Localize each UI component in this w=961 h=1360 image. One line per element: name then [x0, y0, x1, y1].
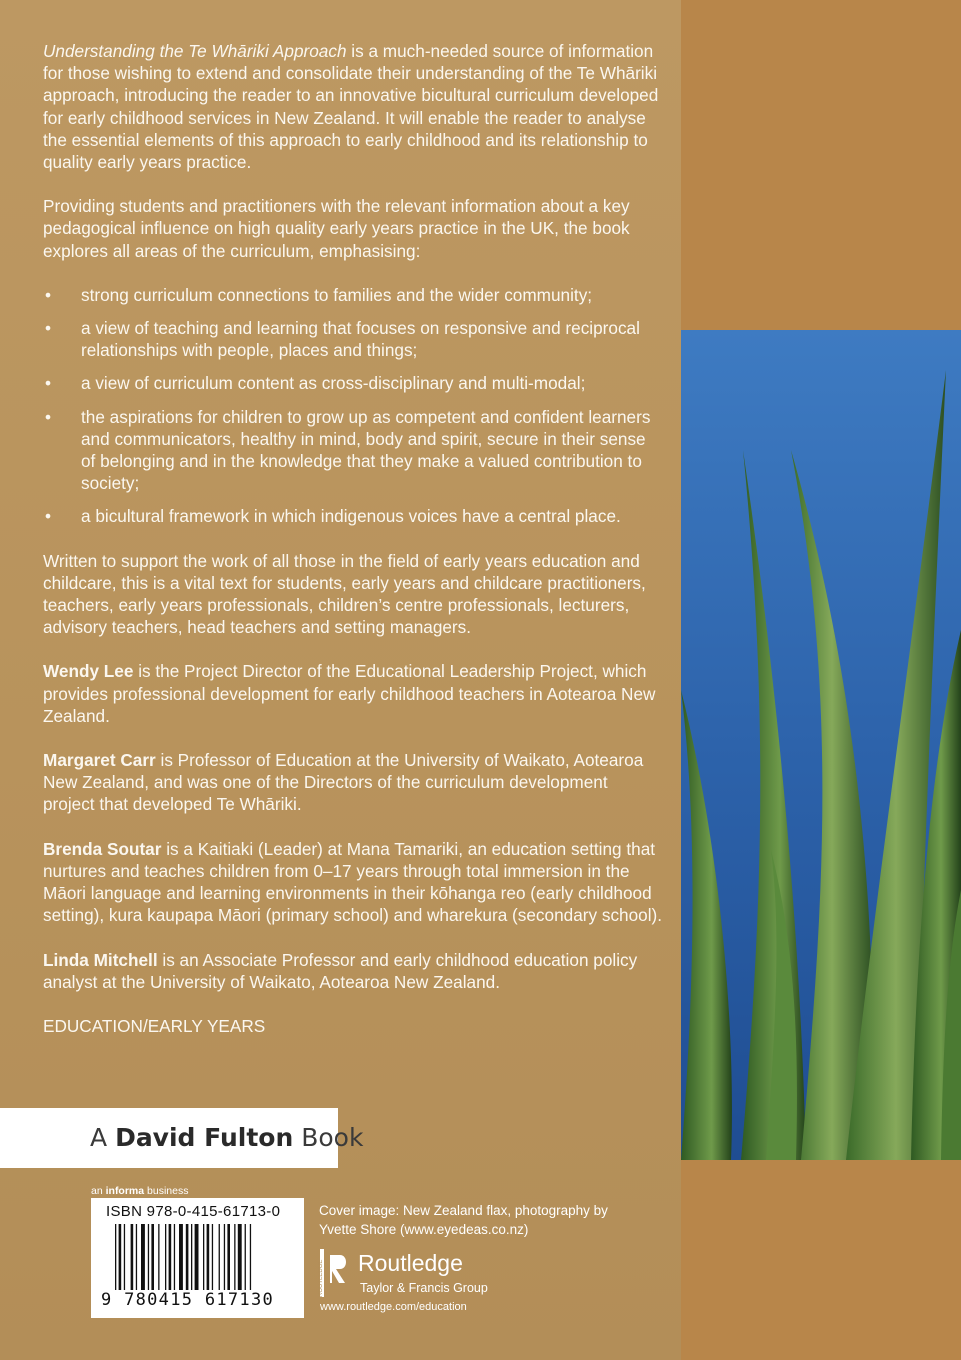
author-bio: [43, 749, 663, 816]
author-name: Linda Mitchell: [43, 949, 158, 970]
imprint-banner: [0, 1108, 364, 1168]
list-item: [43, 406, 663, 495]
routledge-logo-icon: [318, 1249, 350, 1301]
bullet-icon: •: [45, 284, 52, 305]
bullet-icon: •: [45, 506, 52, 527]
author-bio-text: is a Kaitiaki (Leader) at Mana Tamariki, an education setting that nurtures and teaches children from 0–17 years through total immersion in the Māori language and learning environments in their kōhanga reo (early childhood setting), kura kaupapa Māori (primary school) and wharekura (secondary school).: [43, 838, 663, 926]
isbn-barcode: [91, 1198, 304, 1318]
informa-suffix: business: [144, 1185, 189, 1197]
author-bio-text: is the Project Director of the Educational Leadership Project, which provides professional development for early childhood teachers in Aotearoa New Zealand.: [43, 661, 656, 726]
author-name: Margaret Carr: [43, 750, 156, 771]
informa-name: informa: [105, 1185, 145, 1197]
publisher-vertical-label: ROUTLEDGE: [318, 1259, 324, 1297]
bullet-icon: •: [45, 406, 52, 427]
intro-paragraph: [43, 40, 663, 173]
cover-credit: Cover image: New Zealand flax, photography by Yvette Shore (www.eyedeas.co.nz): [319, 1203, 608, 1237]
publisher-logo: [318, 1249, 558, 1319]
list-item-text: a bicultural framework in which indigenous voices have a central place.: [81, 506, 621, 527]
author-bio-text: is Professor of Education at the University of Waikato, Aotearoa New Zealand, and was one of the Directors of the curriculum development project that developed Te Whāriki.: [43, 750, 644, 815]
imprint-prefix: A: [90, 1123, 116, 1152]
publisher-url: www.routledge.com/education: [320, 1301, 467, 1313]
list-item-text: the aspirations for children to grow up as competent and confident learners and communicators, healthy in mind, body and spirit, secure in their sense of belonging and in the knowledge that they make a valued contribution to society;: [81, 406, 651, 494]
blurb-text: [43, 40, 663, 1059]
isbn-label: ISBN 978-0-415-61713-0: [106, 1203, 281, 1220]
imprint-suffix: Book: [293, 1123, 364, 1152]
publisher-group: Taylor & Francis Group: [360, 1281, 488, 1295]
cover-photo-flax: [681, 330, 961, 1160]
list-item: [43, 317, 663, 361]
bullet-icon: •: [45, 373, 52, 394]
imprint-name: David Fulton: [115, 1123, 294, 1152]
lead-in-paragraph: Providing students and practitioners with the relevant information about a key pedagogical influence on high quality early years practice in the UK, the book explores all areas of the curriculum, emphasising:: [43, 196, 630, 261]
author-bio: [43, 949, 663, 993]
book-title: Understanding the Te Whāriki Approach: [43, 41, 347, 61]
informa-tagline: [91, 1185, 188, 1197]
intro-text: is a much-needed source of information for those wishing to extend and consolidate their understanding of the Te Whāriki approach, introducing the reader to an innovative bicultural curriculum developed for early childhood services in New Zealand. It will enable the reader to analyse the essential elements of this approach to early childhood and its relationship to quality early years practice.: [43, 41, 659, 173]
audience-paragraph: Written to support the work of all those in the field of early years education and childcare, this is a vital text for students, early years and childcare practitioners, teachers, early years professionals, children’s centre professionals, lecturers, advisory teachers, head teachers and setting managers.: [43, 550, 646, 638]
informa-prefix: an: [91, 1185, 106, 1197]
barcode-bars: [115, 1224, 285, 1290]
author-name: Brenda Soutar: [43, 838, 162, 859]
list-item: [43, 372, 663, 394]
subject-category: EDUCATION/EARLY YEARS: [43, 1015, 266, 1036]
barcode-digits: 9 780415 617130: [101, 1290, 275, 1310]
emphasis-list: [43, 284, 663, 528]
author-bio-text: is an Associate Professor and early childhood education policy analyst at the University of Waikato, Aotearoa New Zealand.: [43, 949, 638, 992]
list-item-text: a view of curriculum content as cross-disciplinary and multi-modal;: [81, 373, 586, 394]
author-name: Wendy Lee: [43, 661, 134, 682]
list-item-text: strong curriculum connections to families and the wider community;: [81, 284, 593, 305]
list-item: [43, 505, 663, 527]
author-bio: [43, 838, 663, 927]
list-item-text: a view of teaching and learning that focuses on responsive and reciprocal relationships with people, places and things;: [81, 318, 640, 361]
bullet-icon: •: [45, 318, 52, 339]
list-item: [43, 284, 663, 306]
author-bio: [43, 660, 663, 727]
publisher-name: Routledge: [358, 1250, 463, 1276]
